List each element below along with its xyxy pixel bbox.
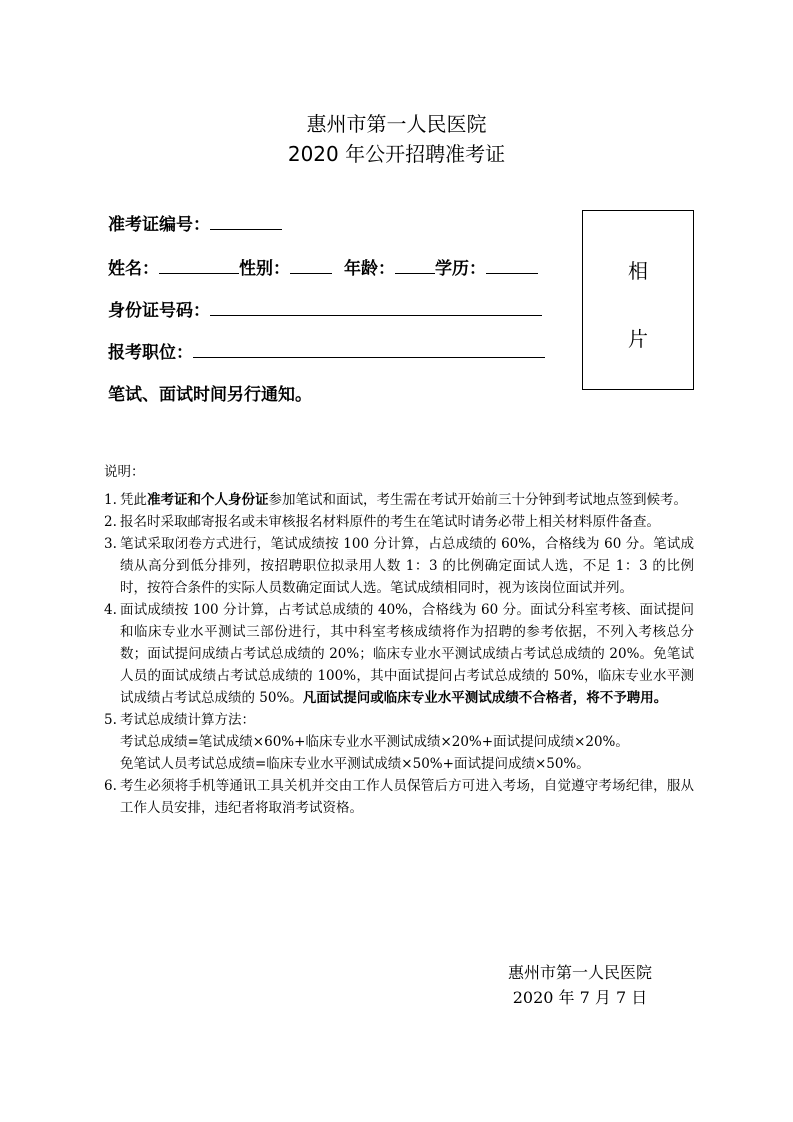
position-row bbox=[108, 338, 545, 364]
exam-time-notice: 笔试、面试时间另行通知。 bbox=[108, 385, 312, 405]
name-blank[interactable] bbox=[159, 255, 239, 274]
education-blank[interactable] bbox=[486, 255, 538, 274]
item-number: 3. bbox=[104, 536, 117, 552]
item-text: 参加笔试和面试，考生需在考试开始前三十分钟到考试地点签到候考。 bbox=[268, 492, 687, 508]
education-label: 学历： bbox=[435, 259, 486, 279]
instruction-item-4 bbox=[104, 599, 694, 709]
formula-line: 免笔试人员考试总成绩=临床专业水平测试成绩×50%+面试提问成绩×50%。 bbox=[120, 756, 590, 772]
photo-box bbox=[582, 210, 694, 390]
instruction-item-1 bbox=[104, 489, 694, 511]
item-text: 凭此 bbox=[120, 492, 147, 508]
instructions-heading: 说明： bbox=[104, 464, 145, 480]
item-number: 2. bbox=[104, 514, 117, 530]
id-number-label: 身份证号码： bbox=[108, 301, 210, 321]
ticket-number-row bbox=[108, 210, 282, 236]
item-text: 笔试采取闭卷方式进行，笔试成绩按 100 分计算，占总成绩的 60%，合格线为 60 分。笔试成绩从高分到低分排列，按招聘职位拟录用人数 1：3 的比例确定面试人选，不足 1：3 的比例时，按符合条件的实际人员数确定面试人选。笔试成绩相同时，视为该岗位面试并列。 bbox=[120, 536, 694, 596]
item-number: 1. bbox=[104, 492, 117, 508]
document-title: 惠州市第一人民医院 bbox=[306, 112, 487, 136]
photo-label-char-2: 片 bbox=[628, 327, 648, 351]
ticket-number-label: 准考证编号： bbox=[108, 215, 210, 235]
gender-label: 性别： bbox=[239, 259, 290, 279]
item-text-emphasis: 凡面试提问或临床专业水平测试成绩不合格者，将不予聘用。 bbox=[302, 690, 668, 706]
document-subtitle: 2020 年公开招聘准考证 bbox=[287, 142, 506, 166]
instruction-item-2 bbox=[104, 511, 694, 533]
issuer-signature: 惠州市第一人民医院 bbox=[507, 963, 652, 982]
photo-label-char-1: 相 bbox=[628, 259, 648, 283]
id-number-row bbox=[108, 296, 542, 322]
age-label: 年龄： bbox=[344, 259, 395, 279]
formula-line: 考试总成绩=笔试成绩×60%+临床专业水平测试成绩×20%+面试提问成绩×20%。 bbox=[120, 734, 629, 750]
ticket-number-blank[interactable] bbox=[210, 211, 282, 230]
instruction-item-6 bbox=[104, 775, 694, 819]
age-blank[interactable] bbox=[395, 255, 435, 274]
item-number: 6. bbox=[104, 778, 117, 794]
issue-date: 2020 年 7 月 7 日 bbox=[512, 988, 648, 1007]
personal-info-row bbox=[108, 254, 538, 280]
item-number: 5. bbox=[104, 712, 117, 728]
gender-blank[interactable] bbox=[290, 255, 332, 274]
item-text: 考生必须将手机等通讯工具关机并交由工作人员保管后方可进入考场，自觉遵守考场纪律，服从工作人员安排，违纪者将取消考试资格。 bbox=[120, 778, 694, 816]
item-number: 4. bbox=[104, 602, 117, 618]
instructions bbox=[104, 461, 694, 819]
name-label: 姓名： bbox=[108, 259, 159, 279]
item-text: 面试成绩按 100 分计算，占考试总成绩的 40%，合格线为 60 分。面试分科室考核、面试提问和临床专业水平测试三部份进行，其中科室考核成绩将作为招聘的参考依据，不列入考核总分数；面试提问成绩占考试总成绩的 20%；临床专业水平测试成绩占考试总成绩的 20%。免笔试人员的面试成绩占考试总成绩的 100%，其中面试提问占考试总成绩的 50%，临床专业水平测试成绩占考试总成绩的 50%。 bbox=[120, 602, 694, 706]
item-text: 考试总成绩计算方法： bbox=[120, 712, 255, 728]
item-text: 报名时采取邮寄报名或未审核报名材料原件的考生在笔试时请务必带上相关材料原件备查。 bbox=[120, 514, 660, 530]
instruction-item-5 bbox=[104, 709, 694, 775]
position-label: 报考职位： bbox=[108, 343, 193, 363]
item-text-emphasis: 准考证和个人身份证 bbox=[147, 492, 269, 508]
instruction-item-3 bbox=[104, 533, 694, 599]
position-blank[interactable] bbox=[193, 339, 545, 358]
id-number-blank[interactable] bbox=[210, 297, 542, 316]
